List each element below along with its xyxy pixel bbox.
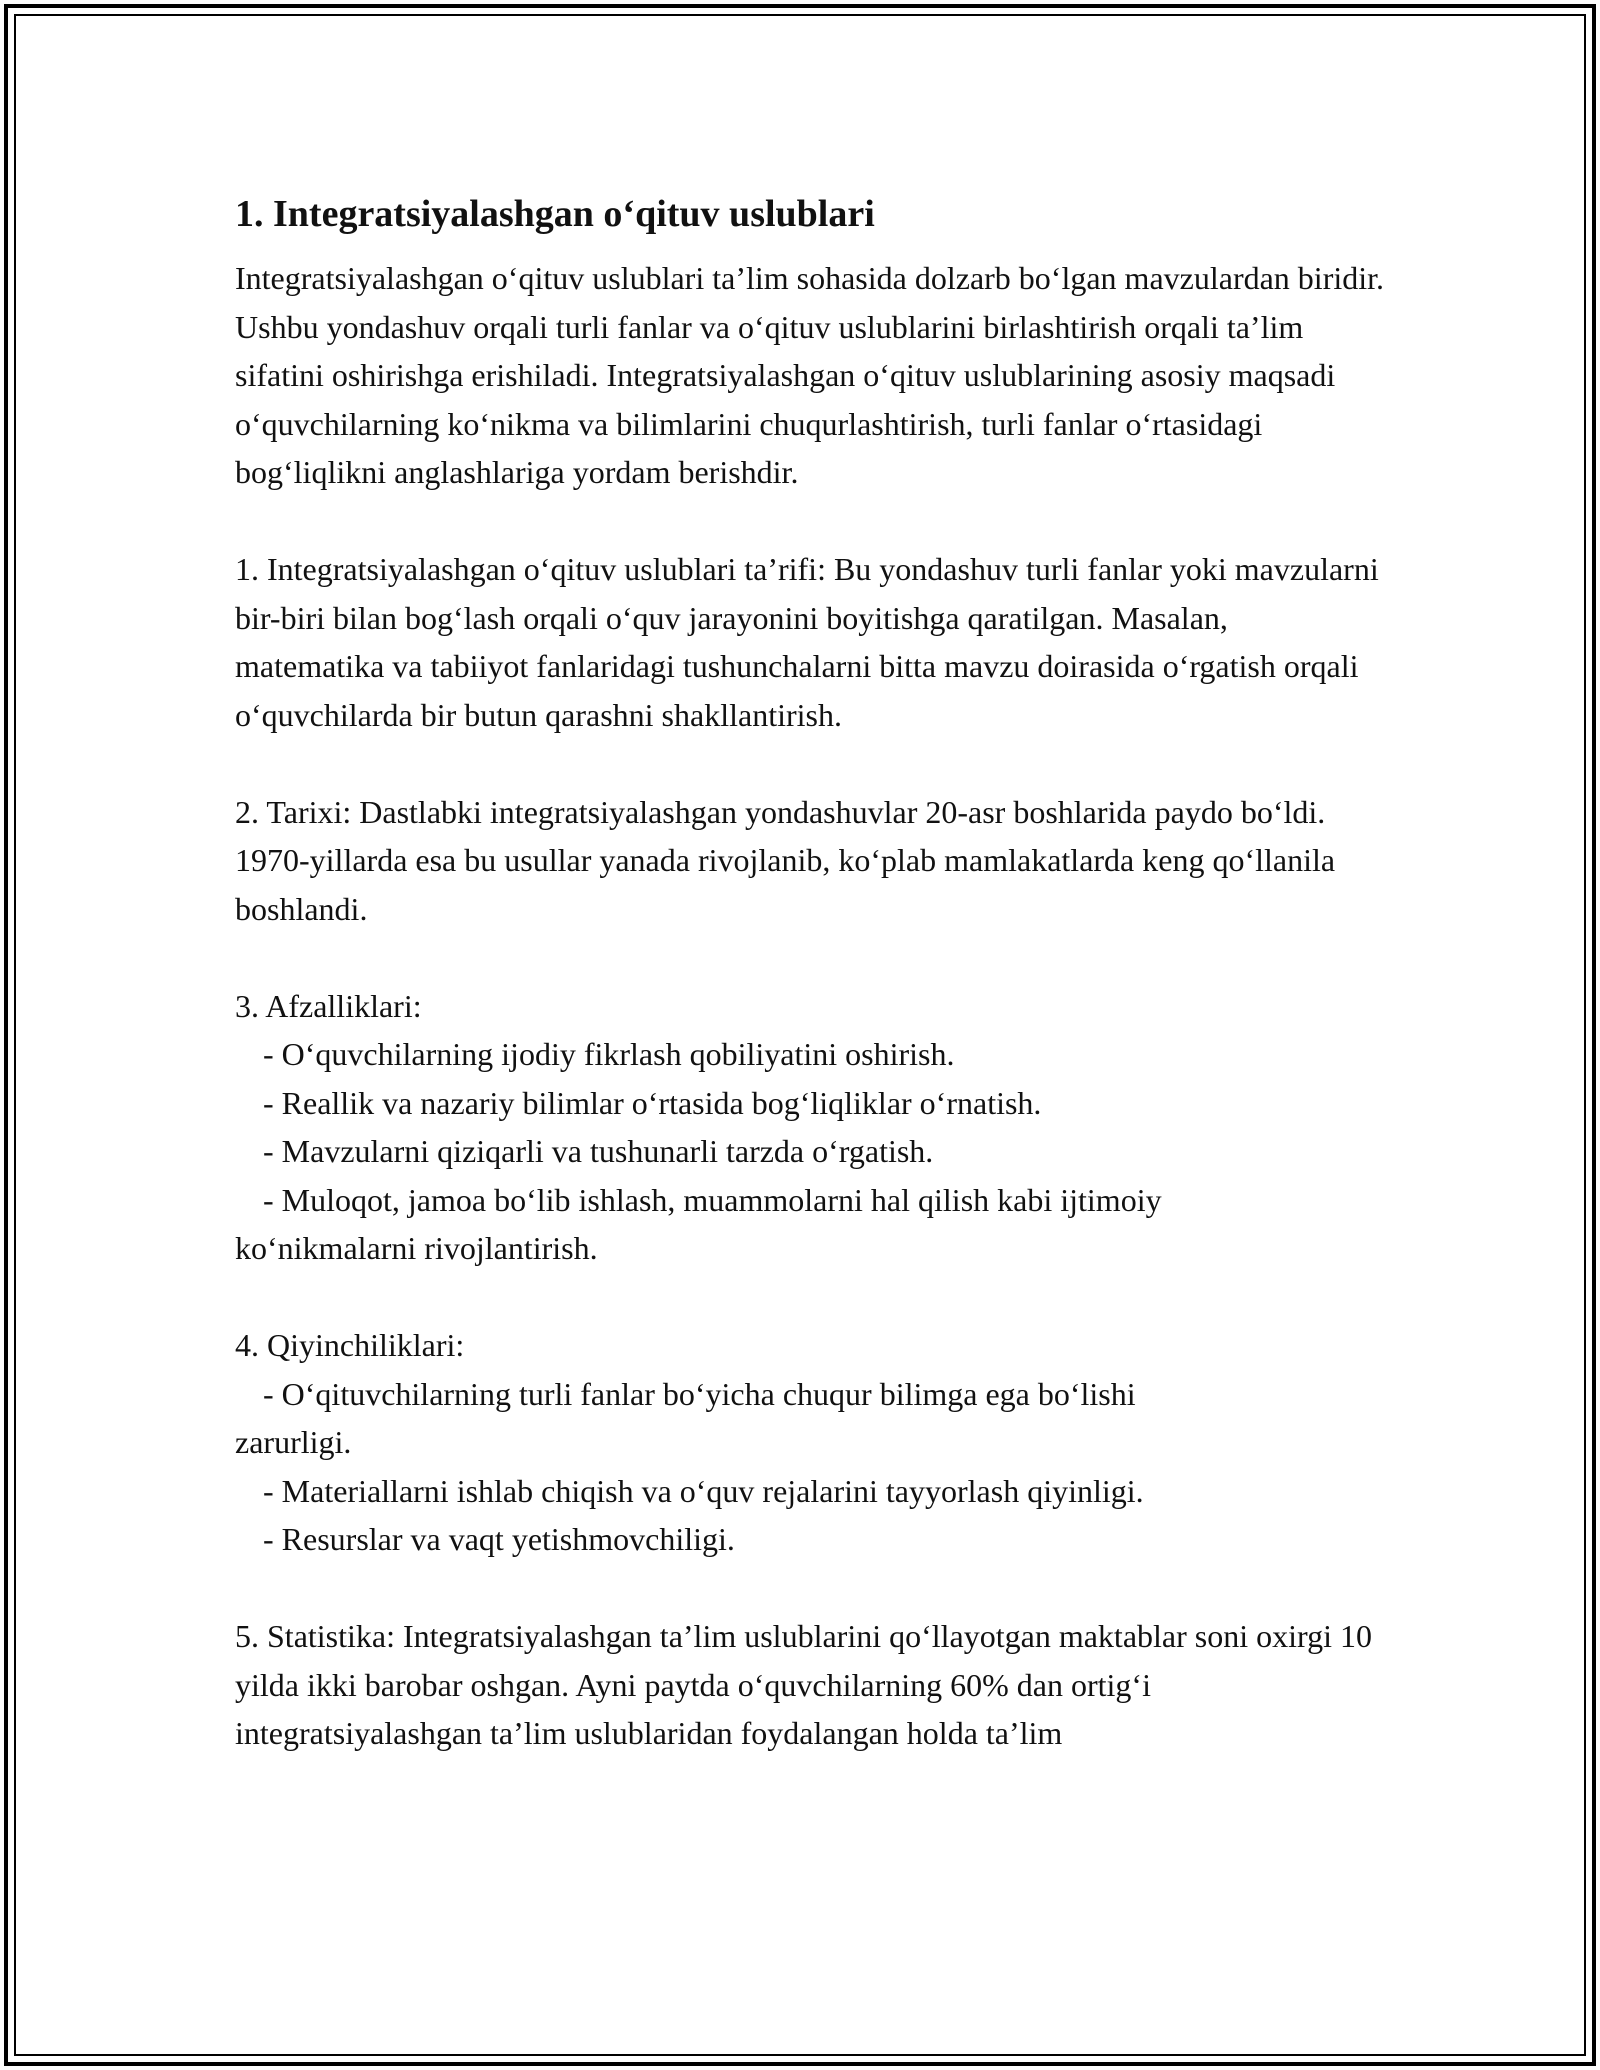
paragraph-gap xyxy=(235,739,1385,788)
definition-paragraph: 1. Integratsiyalashgan o‘qituv uslublari ta’rifi: Bu yondashuv turli fanlar yoki mavzularni bir-biri bilan bog‘lash orqali o‘quv jarayonini boyitishga qaratilgan. Masalan, matematika va tabiiyot fanlaridagi tushunchalarni bitta mavzu doirasida o‘rgatish orqali o‘quvchilarda bir butun qarashni shakllantirish. xyxy=(235,551,1379,733)
paragraph-gap xyxy=(235,497,1385,546)
document-body xyxy=(235,188,1385,1758)
paragraph-gap xyxy=(235,1273,1385,1322)
list-item: - O‘quvchilarning ijodiy fikrlash qobiliyatini oshirish. xyxy=(263,1036,955,1072)
paragraph-gap xyxy=(235,933,1385,982)
challenges-title: 4. Qiyinchiliklari: xyxy=(235,1327,465,1363)
list-item: - Reallik va nazariy bilimlar o‘rtasida bog‘liqliklar o‘rnatish. xyxy=(263,1084,1042,1121)
history-paragraph: 2. Tarixi: Dastlabki integratsiyalashgan yondashuvlar 20-asr boshlarida paydo bo‘ldi. 1970-yillarda esa bu usullar yanada rivojlanib, ko‘plab mamlakatlarda keng qo‘llanila boshlandi. xyxy=(235,793,1336,927)
intro-paragraph: Integratsiyalashgan o‘qituv uslublari ta’lim sohasida dolzarb bo‘lgan mavzulardan biridir. Ushbu yondashuv orqali turli fanlar va o‘qituv uslublarini birlashtirish orqali ta’lim sifatini oshirishga erishiladi. Integratsiyalashgan o‘qituv uslublarining asosiy maqsadi o‘quvchilarning ko‘nikma va bilimlarini chuqurlashtirish, turli fanlar o‘rtasidagi bog‘liqlikni anglashlariga yordam berishdir. xyxy=(235,260,1385,490)
list-item: - Mavzularni qiziqarli va tushunarli tarzda o‘rgatish. xyxy=(263,1133,934,1169)
list-item: - O‘qituvchilarning turli fanlar bo‘yicha chuqur bilimga ega bo‘lishi xyxy=(263,1375,1136,1412)
list-item: - Muloqot, jamoa bo‘lib ishlash, muammolarni hal qilish kabi ijtimoiy xyxy=(263,1181,1162,1218)
advantages-title: 3. Afzalliklari: xyxy=(235,987,422,1024)
section-heading: 1. Integratsiyalashgan o‘qituv uslublari xyxy=(235,193,875,235)
paragraph-gap xyxy=(235,1564,1385,1613)
list-item-continuation: zarurligi. xyxy=(235,1424,352,1460)
list-item: - Materiallarni ishlab chiqish va o‘quv rejalarini tayyorlash qiyinligi. xyxy=(263,1472,1144,1509)
list-item-continuation: ko‘nikmalarni rivojlantirish. xyxy=(235,1230,598,1266)
statistics-paragraph: 5. Statistika: Integratsiyalashgan ta’lim uslublarini qo‘llayotgan maktablar soni oxirgi 10 yilda ikki barobar oshgan. Ayni paytda o‘quvchilarning 60% dan ortig‘i integratsiyalashgan ta’lim uslublaridan foydalangan holda ta’lim xyxy=(235,1618,1372,1751)
list-item: - Resurslar va vaqt yetishmovchiligi. xyxy=(263,1521,735,1557)
